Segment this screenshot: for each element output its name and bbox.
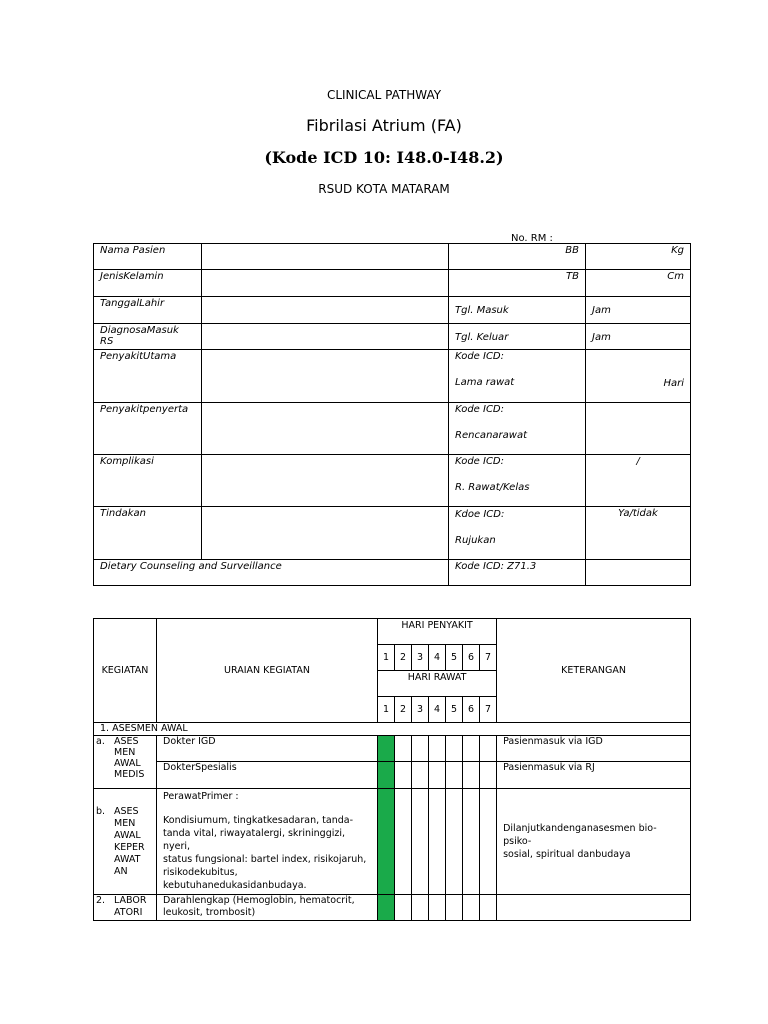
procedure-field[interactable] <box>202 507 449 560</box>
day-6-checkbox[interactable] <box>463 895 480 921</box>
care-day-cell: 6 <box>463 697 480 723</box>
section-initial-assessment: 1. ASESMEN AWAL <box>94 723 691 736</box>
notes-header: KETERANGAN <box>497 619 691 723</box>
admission-diagnosis-label: DiagnosaMasuk RS <box>94 324 202 350</box>
care-day-cell: 2 <box>395 697 412 723</box>
length-of-stay-label: Lama rawat <box>455 377 515 388</box>
gender-label: JenisKelamin <box>94 270 202 297</box>
illness-day-header: HARI PENYAKIT <box>378 619 497 645</box>
referral-label: Rujukan <box>455 535 496 546</box>
diagnosis-title: Fibrilasi Atrium (FA) <box>306 116 462 135</box>
illness-day-cell: 4 <box>429 645 446 671</box>
day-3-checkbox[interactable] <box>412 789 429 895</box>
care-day-cell: 1 <box>378 697 395 723</box>
activity-header: KEGIATAN <box>94 619 157 723</box>
table-row <box>94 762 691 789</box>
laboratory-label: LABOR ATORI <box>114 895 147 918</box>
day-2-checkbox[interactable] <box>395 789 412 895</box>
illness-day-cell: 2 <box>395 645 412 671</box>
day-1-checkbox[interactable] <box>378 895 395 921</box>
yes-no-label: Ya/tidak <box>586 507 691 560</box>
day-4-checkbox[interactable] <box>429 736 446 762</box>
procedure-icd-label: Kdoe ICD: <box>455 509 505 520</box>
day-5-checkbox[interactable] <box>446 789 463 895</box>
illness-day-cell: 5 <box>446 645 463 671</box>
hospital-name: RSUD KOTA MATARAM <box>318 182 450 196</box>
care-plan-label: Rencanarawat <box>455 430 527 441</box>
activity-note: Pasienmasuk via RJ <box>497 762 691 789</box>
day-3-checkbox[interactable] <box>412 895 429 921</box>
activity-table <box>93 618 691 921</box>
weight-label: BB <box>449 244 586 270</box>
patient-name-field[interactable] <box>202 244 449 270</box>
day-6-checkbox[interactable] <box>463 789 480 895</box>
room-class-separator: / <box>586 455 691 507</box>
icd-code-label: Kode ICD: <box>455 351 504 362</box>
day-4-checkbox[interactable] <box>429 789 446 895</box>
day-3-checkbox[interactable] <box>412 736 429 762</box>
illness-day-cell: 7 <box>480 645 497 671</box>
nursing-assessment-details: Kondisiumum, tingkatkesadaran, tanda- tanda vital, riwayatalergi, skrininggizi, nyeri, status fungsional: bartel index, risikojaruh, risikodekubitus, kebutuhanedukasidanbudaya. <box>163 815 367 891</box>
day-5-checkbox[interactable] <box>446 895 463 921</box>
comorbidity-icd-label: Kode ICD: <box>455 404 504 415</box>
dietary-counseling-label: Dietary Counseling and Surveillance <box>94 560 449 586</box>
complication-field[interactable] <box>202 455 449 507</box>
days-unit: Hari <box>663 378 684 389</box>
item-number: 2. <box>96 895 106 906</box>
table-row <box>94 736 691 762</box>
day-6-checkbox[interactable] <box>463 736 480 762</box>
admission-time-label: Jam <box>586 297 691 324</box>
patient-info-table <box>93 243 691 586</box>
complication-icd-label: Kode ICD: <box>455 456 504 467</box>
activity-note: Pasienmasuk via IGD <box>497 736 691 762</box>
day-3-checkbox[interactable] <box>412 762 429 789</box>
day-6-checkbox[interactable] <box>463 762 480 789</box>
day-7-checkbox[interactable] <box>480 789 497 895</box>
room-class-label: R. Rawat/Kelas <box>455 482 530 493</box>
medical-assessment-label: ASES MEN AWAL MEDIS <box>114 736 145 780</box>
activity-description-header: URAIAN KEGIATAN <box>157 619 378 723</box>
activity-description: DokterSpesialis <box>157 762 378 789</box>
day-1-checkbox[interactable] <box>378 736 395 762</box>
day-1-checkbox[interactable] <box>378 762 395 789</box>
height-label: TB <box>449 270 586 297</box>
complication-label: Komplikasi <box>94 455 202 507</box>
discharge-time-label: Jam <box>586 324 691 350</box>
dietary-field[interactable] <box>586 560 691 586</box>
care-day-header: HARI RAWAT <box>378 671 497 697</box>
patient-name-label: Nama Pasien <box>94 244 202 270</box>
day-7-checkbox[interactable] <box>480 895 497 921</box>
table-row <box>94 895 691 921</box>
care-plan-field[interactable] <box>586 403 691 455</box>
main-disease-label: PenyakitUtama <box>94 350 202 403</box>
procedure-label: Tindakan <box>94 507 202 560</box>
day-2-checkbox[interactable] <box>395 895 412 921</box>
day-2-checkbox[interactable] <box>395 762 412 789</box>
admission-date-label: Tgl. Masuk <box>449 297 586 324</box>
item-number: b. <box>96 805 106 817</box>
day-1-checkbox[interactable] <box>378 789 395 895</box>
comorbidity-label: Penyakitpenyerta <box>94 403 202 455</box>
height-unit: Cm <box>586 270 691 297</box>
gender-field[interactable] <box>202 270 449 297</box>
illness-day-cell: 1 <box>378 645 395 671</box>
comorbidity-field[interactable] <box>202 403 449 455</box>
day-5-checkbox[interactable] <box>446 736 463 762</box>
care-day-cell: 3 <box>412 697 429 723</box>
day-7-checkbox[interactable] <box>480 762 497 789</box>
activity-description: Dokter IGD <box>157 736 378 762</box>
care-day-cell: 5 <box>446 697 463 723</box>
item-number: a. <box>96 736 105 747</box>
day-7-checkbox[interactable] <box>480 736 497 762</box>
care-day-cell: 7 <box>480 697 497 723</box>
birth-date-field[interactable] <box>202 297 449 324</box>
illness-day-cell: 3 <box>412 645 429 671</box>
primary-nurse-label: PerawatPrimer : <box>163 791 239 802</box>
day-4-checkbox[interactable] <box>429 762 446 789</box>
care-day-cell: 4 <box>429 697 446 723</box>
day-5-checkbox[interactable] <box>446 762 463 789</box>
illness-day-cell: 6 <box>463 645 480 671</box>
dietary-icd-label: Kode ICD: Z71.3 <box>449 560 586 586</box>
admission-diagnosis-field[interactable] <box>202 324 449 350</box>
medical-record-number-label: No. RM : <box>511 233 553 244</box>
weight-unit: Kg <box>586 244 691 270</box>
main-disease-field[interactable] <box>202 350 449 403</box>
birth-date-label: TanggalLahir <box>94 297 202 324</box>
icd-code-title: (Kode ICD 10: I48.0-I48.2) <box>264 148 504 167</box>
table-row <box>94 789 691 895</box>
day-2-checkbox[interactable] <box>395 736 412 762</box>
activity-note: Dilanjutkandenganasesmen bio-psiko- sosial, spiritual danbudaya <box>497 789 691 895</box>
activity-note <box>497 895 691 921</box>
pathway-label: CLINICAL PATHWAY <box>326 88 442 102</box>
activity-description: Darahlengkap (Hemoglobin, hematocrit, leukosit, trombosit) <box>157 895 378 921</box>
nursing-assessment-label: ASES MEN AWAL KEPER AWAT AN <box>114 805 145 877</box>
discharge-date-label: Tgl. Keluar <box>449 324 586 350</box>
day-4-checkbox[interactable] <box>429 895 446 921</box>
